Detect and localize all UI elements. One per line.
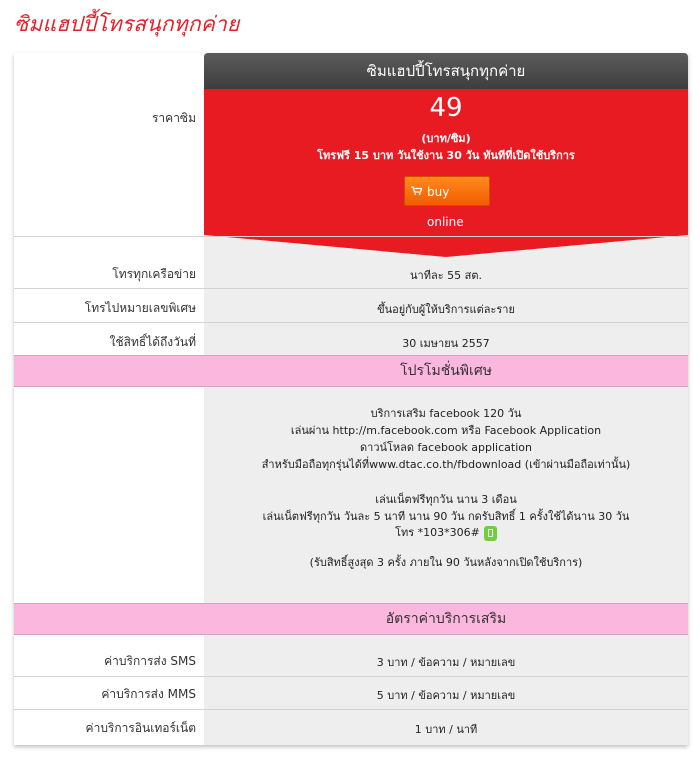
row-divider (14, 322, 688, 323)
row-divider (14, 288, 688, 289)
promo-section-header (14, 355, 688, 387)
row-label: ใช้สิทธิ์ได้ถึงวันที่ (109, 335, 196, 349)
plan-table (14, 53, 688, 745)
promo-line: บริการเสริม facebook 120 วัน (370, 407, 522, 420)
promo-line: เล่นผ่าน http://m.facebook.com หรือ Facebook Application (290, 424, 602, 437)
row-value: นาทีละ 55 สต. (410, 269, 482, 282)
row-divider (14, 236, 688, 237)
row-label: ค่าบริการส่ง SMS (104, 654, 196, 668)
row-divider (14, 709, 688, 710)
promo-call-line (204, 523, 688, 541)
price-label: ราคาซิม (151, 111, 196, 125)
extra-section-title: อัตราค่าบริการเสริม (385, 611, 507, 627)
promo-line: สำหรับมือถือทุกรุ่นได้ที่www.dtac.co.th/fbdownload (เข้าผ่านมือถือเท่านั้น) (261, 458, 631, 471)
row-label: ค่าบริการส่ง MMS (101, 687, 196, 701)
price-note: โทรฟรี 15 บาท วันใช้งาน 30 วัน ทันทีที่เปิดใช้บริการ (317, 149, 575, 162)
row-label: ค่าบริการอินเทอร์เน็ต (85, 721, 196, 735)
promo-line: เล่นเน็ตฟรีทุกวัน วันละ 5 นาที นาน 90 วัน กดรับสิทธิ์ 1 ครั้งใช้ได้นาน 30 วัน (262, 510, 630, 523)
row-value: ขึ้นอยู่กับผู้ให้บริการแต่ละราย (377, 303, 515, 316)
phone-icon[interactable] (484, 526, 497, 541)
price-unit: (บาท/ซิม) (421, 132, 471, 145)
promo-call-code: โทร *103*306# (395, 526, 480, 539)
buy-online-button[interactable] (404, 176, 490, 229)
price-value: 49 (429, 93, 463, 123)
row-value: 30 เมษายน 2557 (402, 337, 490, 350)
promo-section-title: โปรโมชั่นพิเศษ (400, 363, 492, 379)
label-column (14, 53, 204, 745)
promo-line: ดาวน์โหลด facebook application (360, 441, 532, 454)
row-label: โทรไปหมายเลขพิเศษ (84, 301, 196, 315)
buy-online-label: buy online (427, 185, 464, 229)
cart-icon (411, 186, 422, 195)
row-label: โทรทุกเครือข่าย (112, 267, 196, 281)
plan-header: ซิมแฮปปี้โทรสนุกทุกค่าย (204, 53, 688, 89)
row-value: 3 บาท / ข้อความ / หมายเลข (376, 656, 516, 669)
row-divider (14, 676, 688, 677)
promo-line: เล่นเน็ตฟรีทุกวัน นาน 3 เดือน (375, 493, 517, 506)
extra-section-header (14, 603, 688, 635)
row-value: 1 บาท / นาที (414, 723, 478, 736)
page-title: ซิมแฮปปี้โทรสนุกทุกค่าย (14, 12, 240, 36)
promo-line: (รับสิทธิ์สูงสุด 3 ครั้ง ภายใน 90 วันหลังจากเปิดใช้บริการ) (309, 556, 583, 569)
row-value: 5 บาท / ข้อความ / หมายเลข (376, 689, 516, 702)
